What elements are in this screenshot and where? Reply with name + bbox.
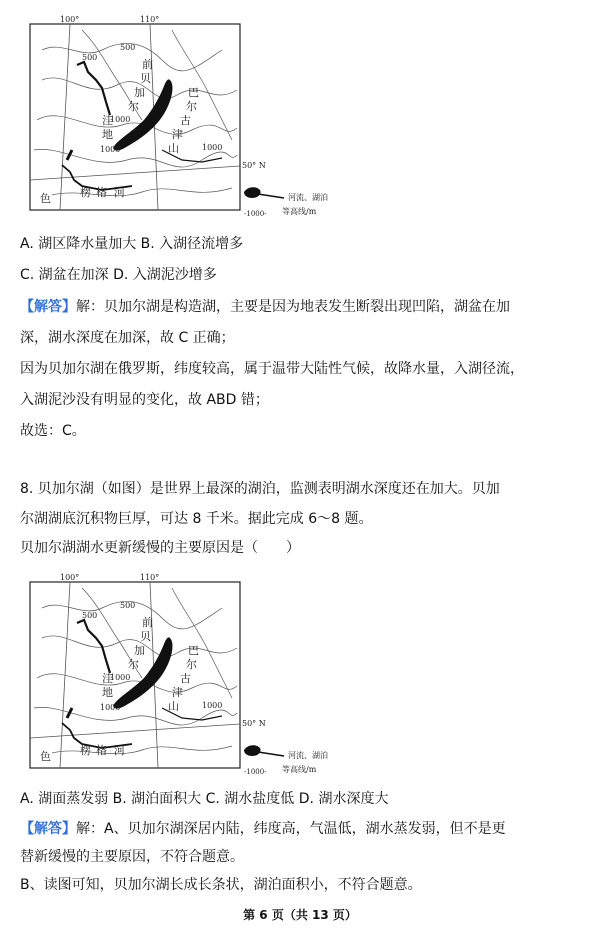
q7-options-line1: A. 湖区降水量加大 B. 入湖径流增多 <box>20 236 244 252</box>
place-label: 楞 <box>80 744 91 757</box>
lat-label: 50° N <box>242 161 266 170</box>
lon-label: 100° <box>60 573 80 582</box>
answer-tag: 【解答】 <box>20 821 76 837</box>
place-label: 山 <box>168 142 179 155</box>
place-label: 前 <box>142 616 153 629</box>
answer-text: 解：A、贝加尔湖深居内陆，纬度高，气温低，湖水蒸发弱，但不是更 <box>76 821 506 837</box>
baikal-map-svg <box>22 10 342 218</box>
page-footer: 第 6 页（共 13 页） <box>243 908 357 922</box>
legend-river-icon <box>258 194 284 198</box>
q8-stem-line: 贝加尔湖湖水更新缓慢的主要原因是（ ） <box>20 540 300 556</box>
place-label: 地 <box>102 686 113 699</box>
contour-label: 1000 <box>100 703 121 712</box>
place-label: 加 <box>134 644 145 657</box>
contour-label: 1000 <box>202 143 223 152</box>
place-label: 加 <box>134 86 145 99</box>
answer-tag: 【解答】 <box>20 299 76 315</box>
legend-contour-sample: -1000- <box>244 768 267 776</box>
contour-label: 1000 <box>110 115 131 124</box>
q7-answer-line: 深，湖水深度在加深，故 C 正确； <box>20 330 235 346</box>
q8-answer-line: B、读图可知，贝加尔湖长成长条状，湖泊面积小，不符合题意。 <box>20 877 422 893</box>
lat-label: 50° N <box>242 719 266 728</box>
place-label: 贝 <box>140 630 151 643</box>
legend-lake-icon <box>244 745 261 756</box>
place-label: 前 <box>142 58 153 71</box>
contour-label: 1000 <box>110 673 131 682</box>
place-label: 地 <box>102 128 113 141</box>
place-label: 尔 <box>128 100 139 113</box>
place-label: 津 <box>172 128 183 141</box>
q7-options-line2: C. 湖盆在加深 D. 入湖泥沙增多 <box>20 267 217 283</box>
legend-label: 河流、湖泊 <box>288 193 328 202</box>
contour-label: 500 <box>120 43 136 52</box>
place-label: 河 <box>114 186 125 199</box>
place-label: 古 <box>180 672 191 685</box>
place-label: 巴 <box>188 86 199 99</box>
q7-answer-line: 入湖泥沙没有明显的变化，故 ABD 错； <box>20 392 269 408</box>
baikal-map <box>22 10 342 218</box>
q7-answer-line <box>20 296 585 318</box>
place-label: 山 <box>168 700 179 713</box>
place-label: 色 <box>40 192 51 205</box>
place-label: 尔 <box>186 100 197 113</box>
legend-label: 等高线/m <box>282 765 317 774</box>
place-label: 楞 <box>80 186 91 199</box>
q8-answer-line <box>20 818 585 840</box>
q8-options: A. 湖面蒸发弱 B. 湖泊面积大 C. 湖水盐度低 D. 湖水深度大 <box>20 791 389 807</box>
place-label: 洼 <box>102 114 113 127</box>
place-label: 河 <box>114 744 125 757</box>
lon-label: 110° <box>140 15 160 24</box>
contour-label: 1000 <box>100 145 121 154</box>
lon-label: 110° <box>140 573 160 582</box>
place-label: 贝 <box>140 72 151 85</box>
q8-stem-line: 尔湖湖底沉积物巨厚，可达 8 千米。据此完成 6～8 题。 <box>20 511 373 527</box>
baikal-map-svg <box>22 568 342 776</box>
q8-answer-line: 替新缓慢的主要原因，不符合题意。 <box>20 849 244 865</box>
q7-answer-line: 故选：C。 <box>20 423 86 439</box>
contour-label: 1000 <box>202 701 223 710</box>
legend-river-icon <box>258 752 284 756</box>
place-label: 古 <box>180 114 191 127</box>
q7-answer-line: 因为贝加尔湖在俄罗斯，纬度较高，属于温带大陆性气候，故降水量，入湖径流， <box>20 361 524 377</box>
legend-label: 河流、湖泊 <box>288 751 328 760</box>
place-label: 洼 <box>102 672 113 685</box>
place-label: 巴 <box>188 644 199 657</box>
place-label: 格 <box>96 186 107 199</box>
place-label: 尔 <box>128 658 139 671</box>
answer-text: 解：贝加尔湖是构造湖，主要是因为地表发生断裂出现凹陷，湖盆在加 <box>76 299 510 315</box>
legend-label: 等高线/m <box>282 207 317 216</box>
place-label: 格 <box>96 744 107 757</box>
lon-label: 100° <box>60 15 80 24</box>
contour-label: 500 <box>82 53 98 62</box>
place-label: 津 <box>172 686 183 699</box>
contour-label: 500 <box>120 601 136 610</box>
place-label: 色 <box>40 750 51 763</box>
legend-contour-sample: -1000- <box>244 210 267 218</box>
legend-lake-icon <box>244 187 261 198</box>
contour-label: 500 <box>82 611 98 620</box>
baikal-map <box>22 568 342 776</box>
place-label: 尔 <box>186 658 197 671</box>
q8-stem-line: 8. 贝加尔湖（如图）是世界上最深的湖泊，监测表明湖水深度还在加大。贝加 <box>20 481 500 497</box>
